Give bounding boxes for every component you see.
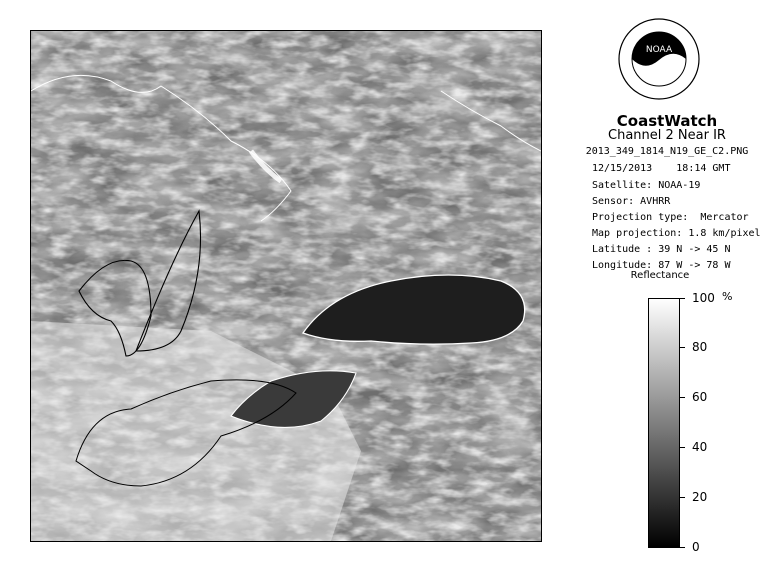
filename: 2013_349_1814_N19_GE_C2.PNG (585, 146, 749, 157)
datetime: 12/15/2013 18:14 GMT (592, 163, 731, 174)
colorbar (648, 298, 680, 548)
channel-title: Channel 2 Near IR (608, 128, 726, 143)
colorbar-label: 60 (692, 390, 708, 404)
logo-text: NOAA (645, 45, 673, 55)
colorbar-label: 40 (692, 440, 708, 454)
latitude-range: Latitude : 39 N -> 45 N (592, 244, 731, 255)
colorbar-label: 0 (692, 540, 700, 554)
longitude-range: Longitude: 87 W -> 78 W (592, 260, 731, 271)
colorbar-tick (680, 547, 685, 548)
colorbar-tick (680, 397, 685, 398)
colorbar-label: 80 (692, 340, 708, 354)
colorbar-title: Reflectance (630, 270, 690, 281)
colorbar-label: 100 (692, 291, 715, 305)
projection-type: Projection type: Mercator (592, 212, 749, 223)
product-title: CoastWatch (616, 112, 718, 130)
colorbar-tick (680, 347, 685, 348)
sensor: Sensor: AVHRR (592, 196, 671, 207)
colorbar-unit: % (722, 290, 733, 303)
map-canvas (31, 31, 541, 541)
colorbar-tick (680, 447, 685, 448)
colorbar-tick (680, 298, 685, 299)
noaa-logo (618, 18, 700, 100)
map-projection: Map projection: 1.8 km/pixel (592, 228, 761, 239)
satellite: Satellite: NOAA-19 (592, 180, 701, 191)
colorbar-tick (680, 497, 685, 498)
satellite-image (30, 30, 542, 542)
colorbar-label: 20 (692, 490, 708, 504)
